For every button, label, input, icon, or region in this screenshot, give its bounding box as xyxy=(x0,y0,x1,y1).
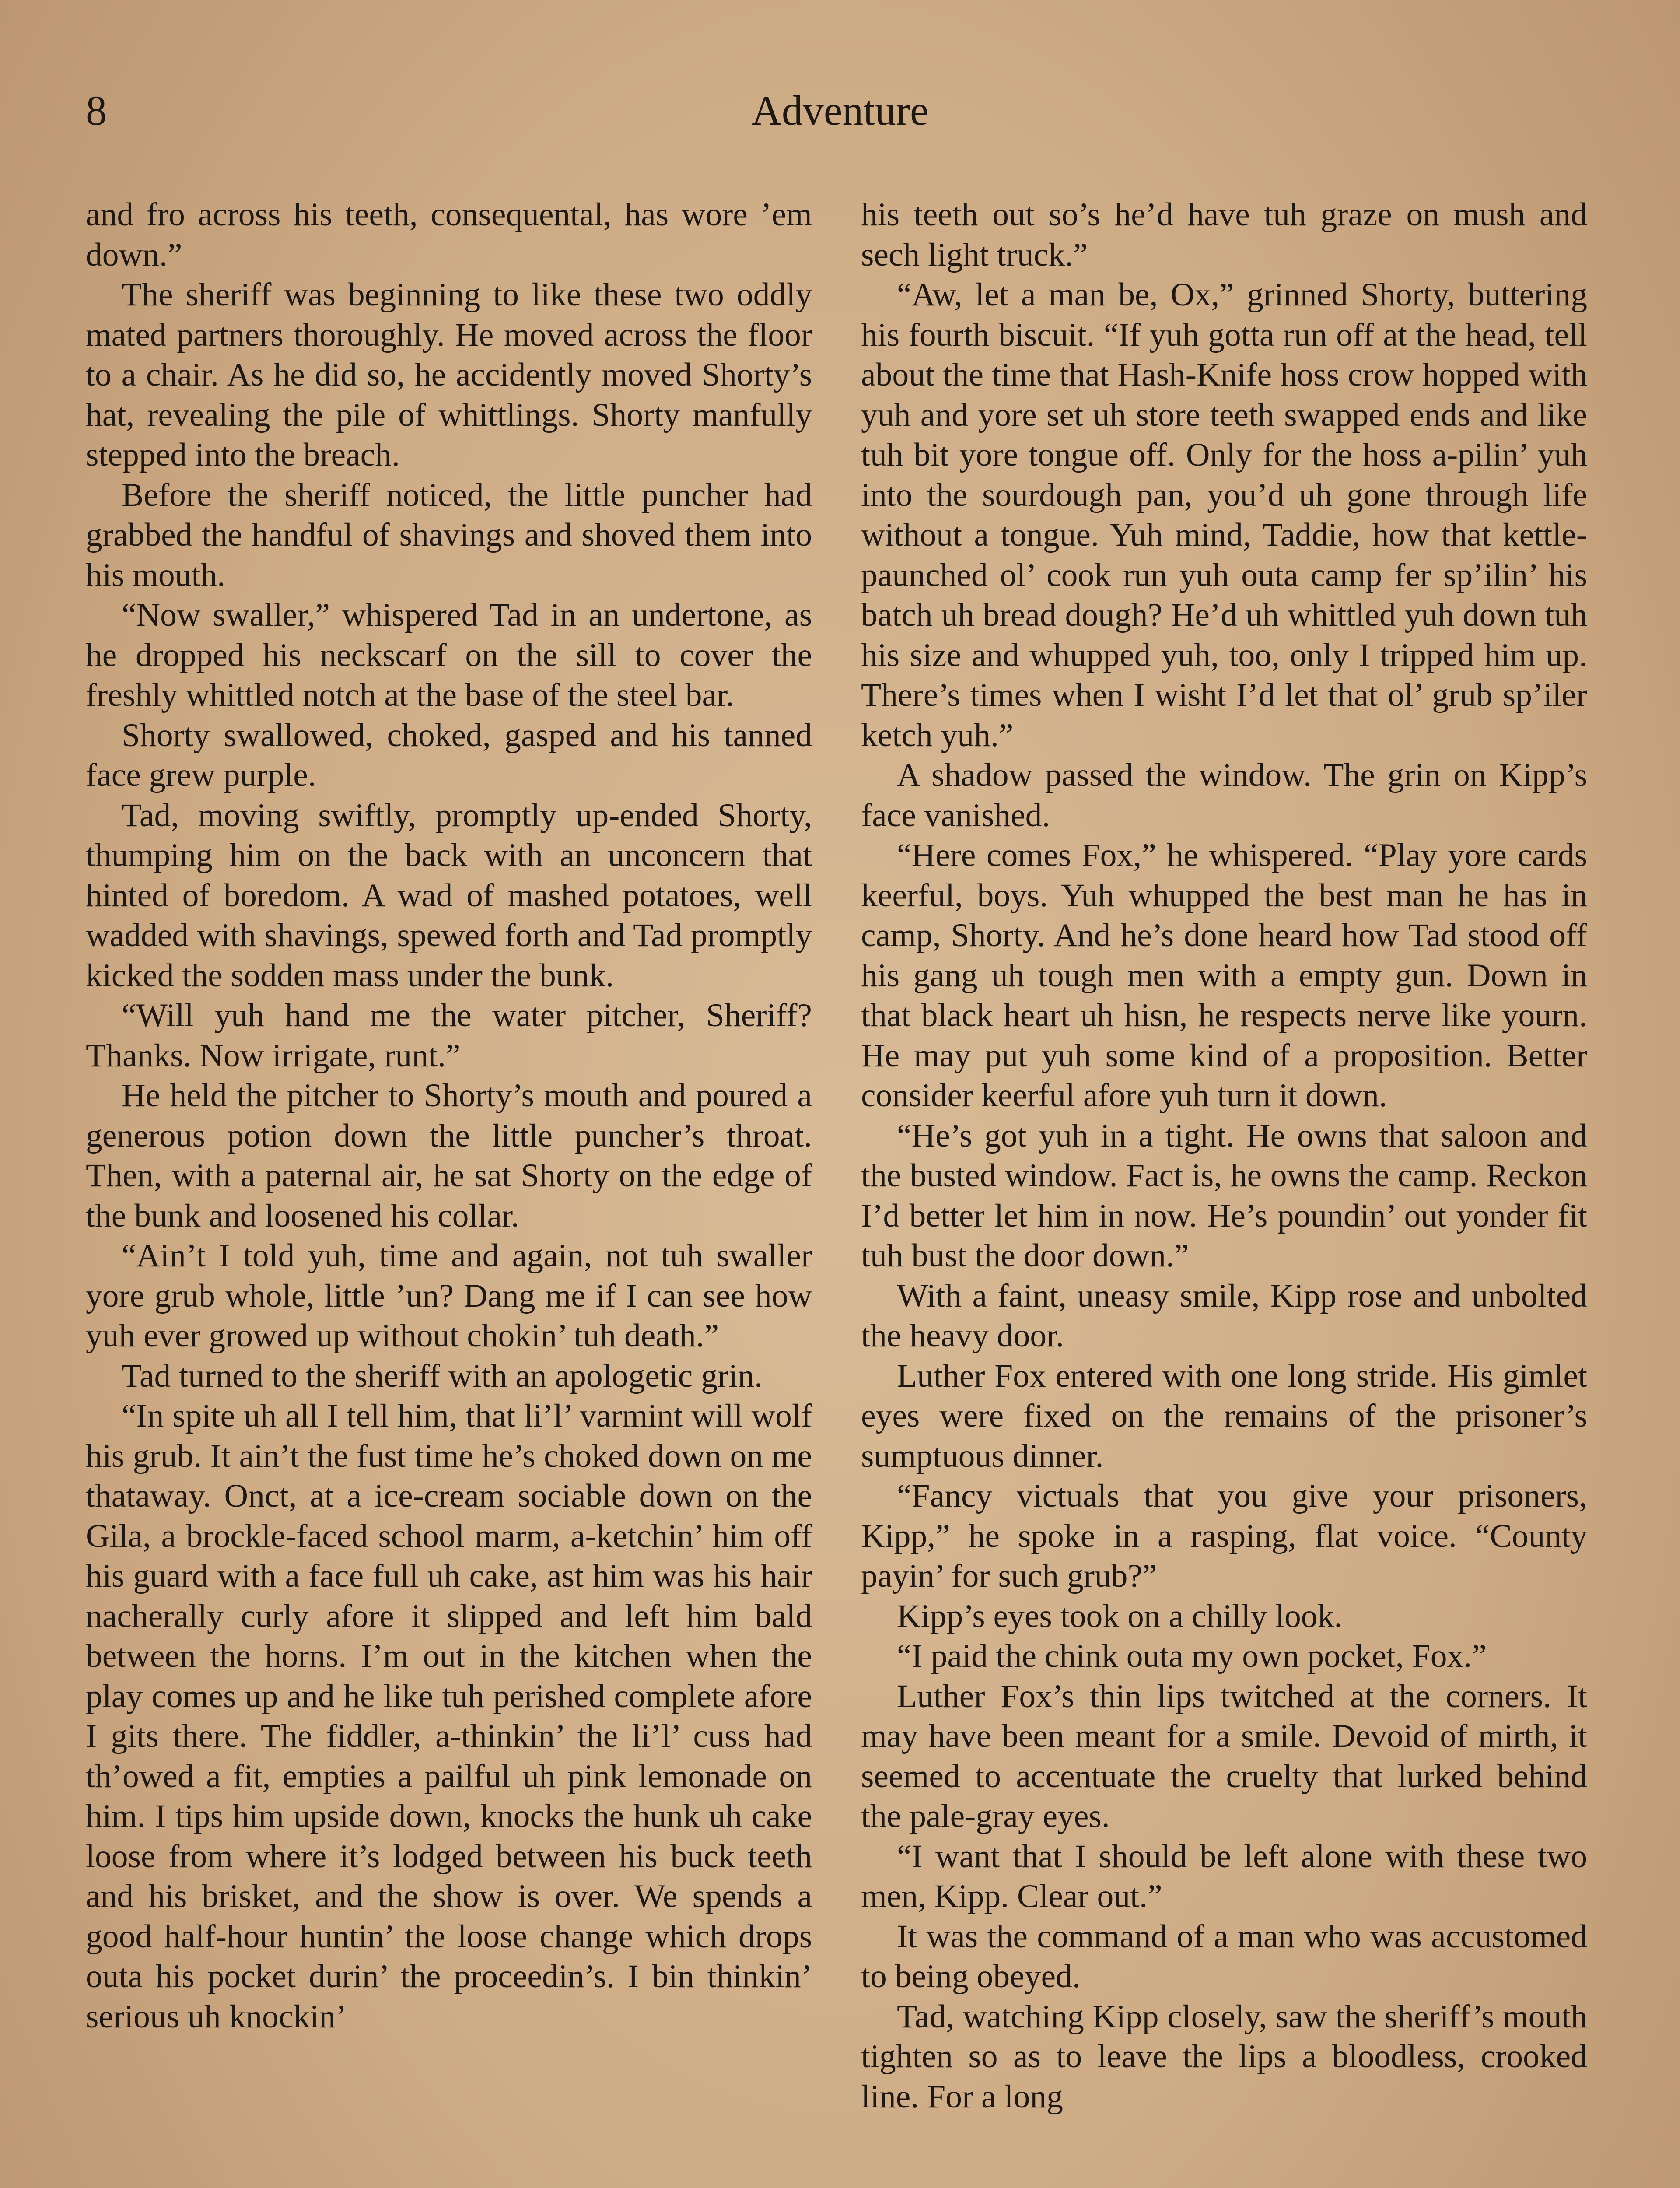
paragraph: “He’s got yuh in a tight. He owns that saloon and the busted window. Fact is, he owns the camp. Reckon I’d better let him in now. He’s poundin’ out yonder fit tuh bust the door down.” xyxy=(861,1117,1587,1274)
paragraph: With a faint, uneasy smile, Kipp rose and unbolted the heavy door. xyxy=(861,1277,1587,1354)
paragraph: The sheriff was beginning to like these two oddly mated partners thoroughly. He moved across the floor to a chair. As he did so, he accidently moved Shorty’s hat, revealing the pile of whittlings. Shorty manfully stepped into the breach. xyxy=(86,277,812,473)
paragraph: “Aw, let a man be, Ox,” grinned Shorty, buttering his fourth biscuit. “If yuh gotta run off at the head, tell about the time that Hash-Knife hoss crow hopped with yuh and yore set uh store teeth swapped ends and like tuh bit yore tongue off. Only for the hoss a-pilin’ yuh into the sourdough pan, you’d uh gone through life without a tongue. Yuh mind, Taddie, how that kettle-paunched ol’ cook run yuh outa camp fer sp’ilin’ his batch uh bread dough? He’d uh whittled yuh down tuh his size and whupped yuh, too, only I tripped him up. There’s times when I wisht I’d let that ol’ grub sp’iler ketch yuh.” xyxy=(861,277,1587,754)
paragraph: “Ain’t I told yuh, time and again, not tuh swaller yore grub whole, little ’un? Dang me if I can see how yuh ever growed up without chokin’ tuh death.” xyxy=(86,1238,812,1354)
paragraph: “Will yuh hand me the water pitcher, Sheriff? Thanks. Now irrigate, runt.” xyxy=(86,997,812,1074)
paragraph: It was the command of a man who was accustomed to being obeyed. xyxy=(861,1918,1587,1995)
paragraph: Tad, moving swiftly, promptly up-ended Shorty, thumping him on the back with an unconcern that hinted of boredom. A wad of mashed potatoes, well wadded with shavings, spewed forth and Tad promptly kicked the sodden mass under the bunk. xyxy=(86,797,812,994)
paragraph: his teeth out so’s he’d have tuh graze on mush and sech light truck.” xyxy=(861,196,1587,273)
paragraph: Luther Fox’s thin lips twitched at the corners. It may have been meant for a smile. Devoid of mirth, it seemed to accentuate the cruelty that lurked behind the pale-gray eyes. xyxy=(861,1678,1587,1834)
paragraph: “I want that I should be left alone with these two men, Kipp. Clear out.” xyxy=(861,1838,1587,1914)
paragraph: “Now swaller,” whispered Tad in an undertone, as he dropped his neckscarf on the sill to cover the freshly whittled notch at the base of the steel bar. xyxy=(86,597,812,713)
right-column xyxy=(861,195,1587,2117)
paragraph: Tad, watching Kipp closely, saw the sheriff’s mouth tighten so as to leave the lips a bloodless, crooked line. For a long xyxy=(861,1998,1587,2115)
left-column xyxy=(86,195,812,2037)
paragraph: Tad turned to the sheriff with an apologetic grin. xyxy=(122,1357,763,1394)
paragraph: Before the sheriff noticed, the little puncher had grabbed the handful of shavings and shoved them into his mouth. xyxy=(86,477,812,593)
paragraph: Luther Fox entered with one long stride. His gimlet eyes were fixed on the remains of the prisoner’s sumptuous dinner. xyxy=(861,1357,1587,1474)
paragraph: “Fancy victuals that you give your prisoners, Kipp,” he spoke in a rasping, flat voice. “County payin’ for such grub?” xyxy=(861,1478,1587,1594)
page-number: 8 xyxy=(86,87,107,134)
paragraph: He held the pitcher to Shorty’s mouth and poured a generous potion down the little puncher’s throat. Then, with a paternal air, he sat Shorty on the edge of the bunk and loosened his collar. xyxy=(86,1077,812,1234)
running-head: Adventure xyxy=(751,87,929,134)
paragraph: “Here comes Fox,” he whispered. “Play yore cards keerful, boys. Yuh whupped the best man he has in camp, Shorty. And he’s done heard how Tad stood off his gang uh tough men with a empty gun. Down in that black heart uh hisn, he respects nerve like yourn. He may put yuh some kind of a proposition. Better consider keerful afore yuh turn it down. xyxy=(861,837,1587,1114)
paragraph: and fro across his teeth, consequental, has wore ’em down.” xyxy=(86,196,812,273)
paragraph: “In spite uh all I tell him, that li’l’ varmint will wolf his grub. It ain’t the fust time he’s choked down on me thataway. Onct, at a ice-cream sociable down on the Gila, a brockle-faced school marm, a-ketchin’ him off his guard with a face full uh cake, ast him was his hair nacherally curly afore it slipped and left him bald between the horns. I’m out in the kitchen when the play comes up and he like tuh perished complete afore I gits there. The fiddler, a-thinkin’ the li’l’ cuss had th’owed a fit, empties a pailful uh pink lemonade on him. I tips him upside down, knocks the hunk uh cake loose from where it’s lodged between his buck teeth and his brisket, and the show is over. We spends a good half-hour huntin’ the loose change which drops outa his pocket durin’ the proceedin’s. I bin thinkin’ serious uh knockin’ xyxy=(86,1398,812,2035)
paragraph: Kipp’s eyes took on a chilly look. xyxy=(897,1598,1343,1634)
paragraph: A shadow passed the window. The grin on Kipp’s face vanished. xyxy=(861,757,1587,834)
paragraph: Shorty swallowed, choked, gasped and his tanned face grew purple. xyxy=(86,717,812,793)
paragraph: “I paid the chink outa my own pocket, Fox.” xyxy=(897,1638,1487,1674)
